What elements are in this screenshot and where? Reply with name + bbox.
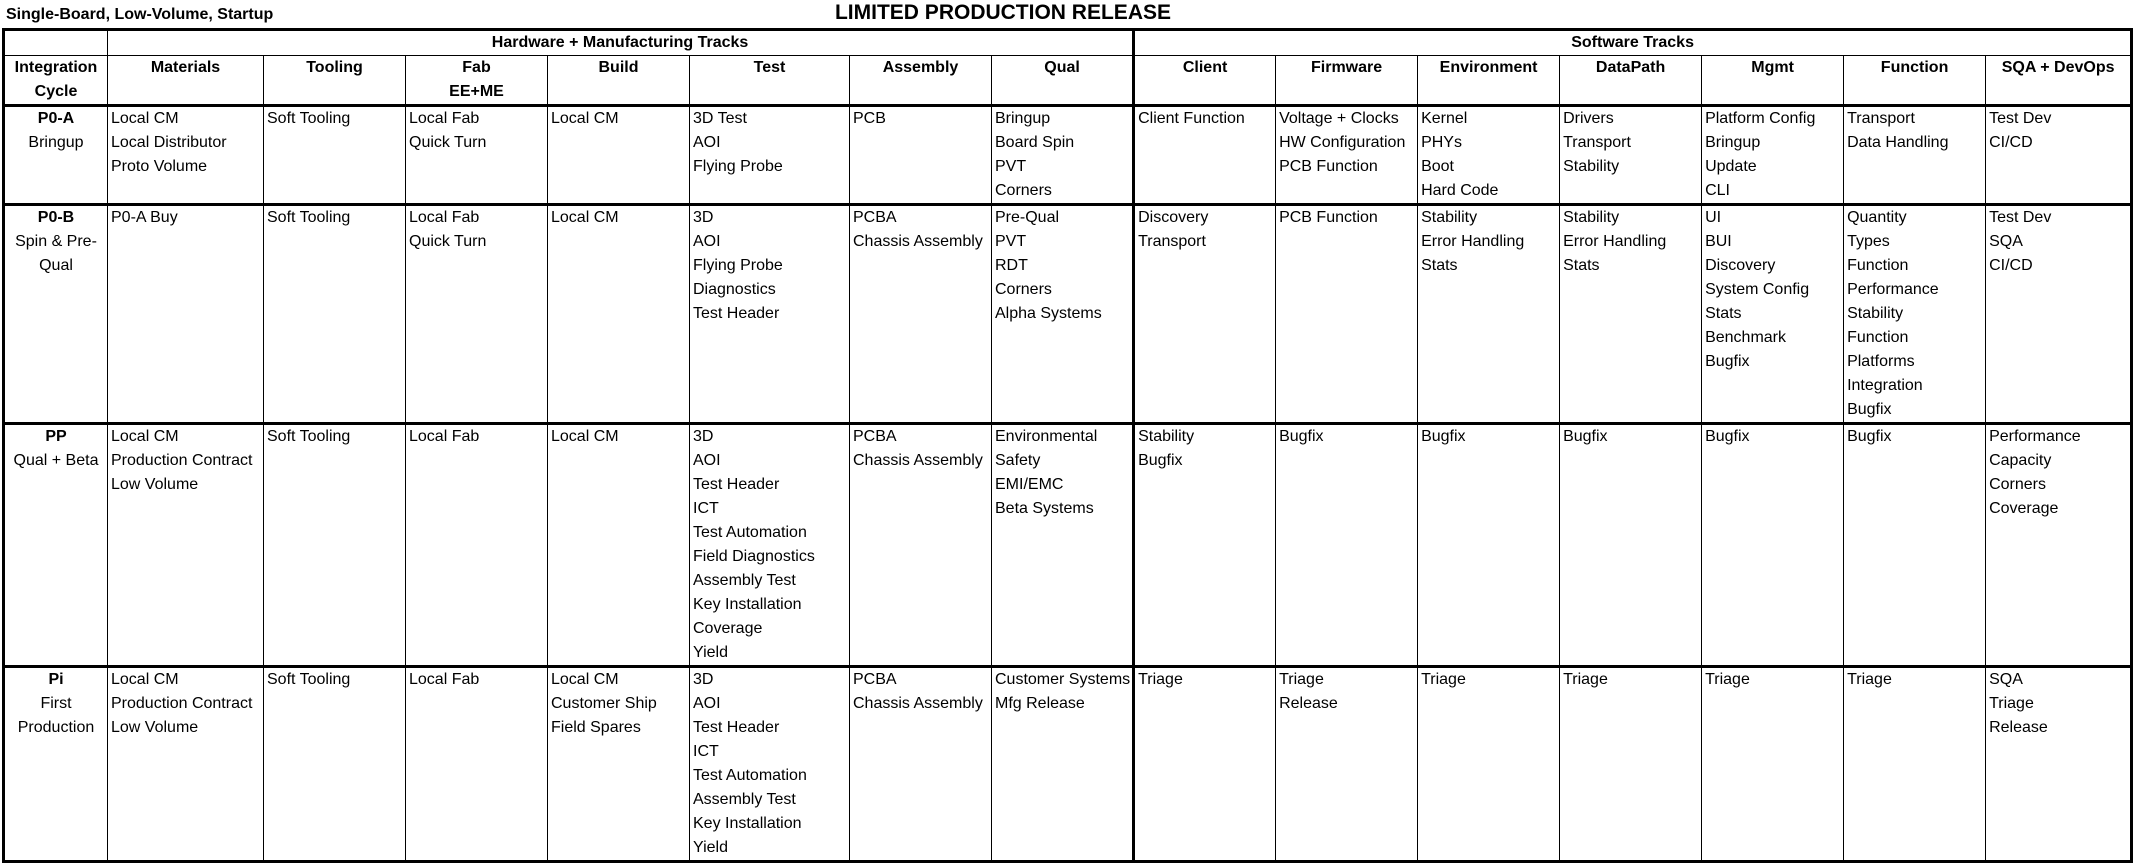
- release-matrix-table: [2, 28, 2133, 863]
- cell-line: Stability: [1138, 428, 1195, 445]
- cell-line: Soft Tooling: [267, 671, 351, 688]
- cell-line: Local Fab: [409, 110, 480, 127]
- cell-line: Quick Turn: [409, 233, 487, 250]
- cell-line: SQA: [1989, 671, 2023, 688]
- cell-datapath: [1560, 106, 1702, 205]
- cell-line: Kernel: [1421, 110, 1468, 127]
- cell-materials: [108, 424, 264, 667]
- cell-test: [690, 205, 850, 424]
- cell-line: Soft Tooling: [267, 110, 351, 127]
- cell-line: Production Contract: [111, 695, 253, 712]
- cell-line: Update: [1705, 158, 1757, 175]
- cell-line: Bugfix: [1847, 401, 1892, 418]
- cell-line: Stats: [1705, 305, 1742, 322]
- cell-line: Bugfix: [1847, 428, 1892, 445]
- cell-line: HW Configuration: [1279, 134, 1406, 151]
- cell-assembly: [850, 205, 992, 424]
- cell-line: Key Installation: [693, 596, 802, 613]
- cell-line: Assembly Test: [693, 572, 796, 589]
- cell-line: Coverage: [693, 620, 763, 637]
- cycle-name: Spin & Pre-Qual: [15, 233, 97, 274]
- cell-line: PVT: [995, 158, 1027, 175]
- cell-line: Bringup: [1705, 134, 1761, 151]
- cell-line: Yield: [693, 644, 728, 661]
- cell-line: Test Header: [693, 719, 780, 736]
- cell-environment: [1418, 205, 1560, 424]
- cell-line: Release: [1989, 719, 2048, 736]
- cell-cycle: [4, 667, 108, 862]
- cell-line: Benchmark: [1705, 329, 1786, 346]
- cell-sqa: [1986, 205, 2132, 424]
- cell-qual: [992, 106, 1134, 205]
- cell-line: Local CM: [111, 671, 179, 688]
- cell-line: Local Fab: [409, 671, 480, 688]
- cell-assembly: [850, 424, 992, 667]
- cell-line: AOI: [693, 233, 721, 250]
- cell-test: [690, 106, 850, 205]
- cell-assembly: [850, 667, 992, 862]
- cell-line: P0-A Buy: [111, 209, 178, 226]
- cell-line: Triage: [1989, 695, 2034, 712]
- col-header-environment: Environment: [1418, 56, 1560, 106]
- col-header-build: Build: [548, 56, 690, 106]
- cell-function: [1844, 667, 1986, 862]
- matrix-body: [4, 106, 2132, 862]
- col-header-tooling: Tooling: [264, 56, 406, 106]
- cell-line: 3D: [693, 209, 714, 226]
- col-header-fab: [406, 56, 548, 106]
- cell-line: Yield: [693, 839, 728, 856]
- cell-line: Integration: [1847, 377, 1923, 394]
- cell-line: Function: [1847, 257, 1909, 274]
- cell-line: 3D Test: [693, 110, 747, 127]
- cycle-code: Pi: [48, 671, 64, 688]
- cell-line: Local CM: [551, 209, 619, 226]
- cell-line: Hard Code: [1421, 182, 1499, 199]
- cell-line: Safety: [995, 452, 1041, 469]
- cell-line: Proto Volume: [111, 158, 208, 175]
- cell-line: CI/CD: [1989, 257, 2033, 274]
- cell-sqa: [1986, 667, 2132, 862]
- cell-line: System Config: [1705, 281, 1810, 298]
- cell-build: [548, 667, 690, 862]
- col-header-cycle: [4, 56, 108, 106]
- cell-line: Beta Systems: [995, 500, 1094, 517]
- col-header-fab-line2: EE+ME: [449, 83, 504, 100]
- cell-line: Local CM: [551, 110, 619, 127]
- cell-qual: [992, 667, 1134, 862]
- cell-line: Field Diagnostics: [693, 548, 815, 565]
- cell-line: Flying Probe: [693, 257, 783, 274]
- cell-line: UI: [1705, 209, 1722, 226]
- cell-line: PCB Function: [1279, 158, 1378, 175]
- cell-line: Platform Config: [1705, 110, 1816, 127]
- cell-line: Coverage: [1989, 500, 2059, 517]
- cell-mgmt: [1702, 424, 1844, 667]
- cell-line: Types: [1847, 233, 1890, 250]
- cell-line: Test Header: [693, 305, 780, 322]
- col-header-sqa: SQA + DevOps: [1986, 56, 2132, 106]
- cell-line: Customer Systems: [995, 671, 1131, 688]
- cell-line: Soft Tooling: [267, 209, 351, 226]
- cell-line: Environmental: [995, 428, 1098, 445]
- cell-qual: [992, 205, 1134, 424]
- cell-line: Low Volume: [111, 719, 199, 736]
- cell-materials: [108, 106, 264, 205]
- cell-line: ICT: [693, 500, 719, 517]
- cell-datapath: [1560, 424, 1702, 667]
- cell-line: PCB Function: [1279, 209, 1378, 226]
- cell-build: [548, 106, 690, 205]
- cell-line: ICT: [693, 743, 719, 760]
- cell-sqa: [1986, 424, 2132, 667]
- cell-line: Field Spares: [551, 719, 641, 736]
- cell-line: Corners: [995, 281, 1052, 298]
- cell-mgmt: [1702, 205, 1844, 424]
- cell-client: [1134, 424, 1276, 667]
- cell-environment: [1418, 106, 1560, 205]
- col-header-fab-line1: Fab: [462, 59, 491, 76]
- cell-function: [1844, 205, 1986, 424]
- cell-line: Bugfix: [1279, 428, 1324, 445]
- cell-line: Soft Tooling: [267, 428, 351, 445]
- cell-line: Quantity: [1847, 209, 1907, 226]
- cell-test: [690, 424, 850, 667]
- cell-line: Pre-Qual: [995, 209, 1060, 226]
- cell-line: CLI: [1705, 182, 1730, 199]
- page-subtitle: Single-Board, Low-Volume, Startup: [6, 6, 274, 23]
- cell-line: Triage: [1421, 671, 1466, 688]
- table-row: [4, 667, 2132, 862]
- cell-line: CI/CD: [1989, 134, 2033, 151]
- cell-tooling: [264, 667, 406, 862]
- cell-firmware: [1276, 205, 1418, 424]
- cell-line: Triage: [1279, 671, 1324, 688]
- col-header-cycle-line1: Integration: [14, 59, 98, 76]
- cell-line: Local Distributor: [111, 134, 227, 151]
- cell-tooling: [264, 424, 406, 667]
- cell-line: Transport: [1563, 134, 1631, 151]
- cell-line: Low Volume: [111, 476, 199, 493]
- cell-cycle: [4, 205, 108, 424]
- cell-line: AOI: [693, 695, 721, 712]
- cell-line: Discovery: [1138, 209, 1209, 226]
- cell-line: Stability: [1847, 305, 1904, 322]
- cell-line: Platforms: [1847, 353, 1915, 370]
- cell-line: Bugfix: [1138, 452, 1183, 469]
- cell-line: PHYs: [1421, 134, 1462, 151]
- cell-line: Discovery: [1705, 257, 1776, 274]
- cell-build: [548, 205, 690, 424]
- cell-datapath: [1560, 667, 1702, 862]
- col-header-test: Test: [690, 56, 850, 106]
- cell-environment: [1418, 667, 1560, 862]
- cell-function: [1844, 106, 1986, 205]
- cell-client: [1134, 106, 1276, 205]
- cell-line: Test Dev: [1989, 209, 2052, 226]
- cell-line: Corners: [1989, 476, 2046, 493]
- cell-line: Test Dev: [1989, 110, 2052, 127]
- cell-line: Client Function: [1138, 110, 1245, 127]
- cell-line: Triage: [1563, 671, 1608, 688]
- cell-line: PCBA: [853, 209, 897, 226]
- cell-fab: [406, 667, 548, 862]
- cell-sqa: [1986, 106, 2132, 205]
- cell-line: EMI/EMC: [995, 476, 1064, 493]
- col-header-firmware: Firmware: [1276, 56, 1418, 106]
- cell-line: SQA: [1989, 233, 2023, 250]
- cycle-code: P0-B: [37, 209, 75, 226]
- cell-line: Triage: [1847, 671, 1892, 688]
- cell-line: Stats: [1421, 257, 1458, 274]
- cell-assembly: [850, 106, 992, 205]
- cell-fab: [406, 424, 548, 667]
- col-header-datapath: DataPath: [1560, 56, 1702, 106]
- cell-line: Stability: [1563, 209, 1620, 226]
- cell-line: Mfg Release: [995, 695, 1085, 712]
- cell-line: Test Automation: [693, 767, 807, 784]
- cell-line: Bugfix: [1705, 353, 1750, 370]
- cell-mgmt: [1702, 667, 1844, 862]
- cell-test: [690, 667, 850, 862]
- cell-line: Bugfix: [1705, 428, 1750, 445]
- cell-line: Data Handling: [1847, 134, 1949, 151]
- cell-line: Voltage + Clocks: [1279, 110, 1399, 127]
- cell-line: Test Header: [693, 476, 780, 493]
- cell-line: Corners: [995, 182, 1052, 199]
- col-header-qual: Qual: [992, 56, 1134, 106]
- cell-qual: [992, 424, 1134, 667]
- cell-line: AOI: [693, 134, 721, 151]
- cell-cycle: [4, 106, 108, 205]
- cell-line: AOI: [693, 452, 721, 469]
- cell-line: RDT: [995, 257, 1028, 274]
- cell-line: Bugfix: [1421, 428, 1466, 445]
- cell-line: Transport: [1138, 233, 1206, 250]
- cell-line: Board Spin: [995, 134, 1075, 151]
- cell-line: PCBA: [853, 671, 897, 688]
- col-header-mgmt: Mgmt: [1702, 56, 1844, 106]
- cell-line: Local CM: [551, 671, 619, 688]
- cell-tooling: [264, 106, 406, 205]
- cell-line: Transport: [1847, 110, 1915, 127]
- cell-line: Flying Probe: [693, 158, 783, 175]
- cell-fab: [406, 106, 548, 205]
- table-row: [4, 424, 2132, 667]
- cell-line: Stability: [1563, 158, 1620, 175]
- cell-line: 3D: [693, 428, 714, 445]
- cell-line: Function: [1847, 329, 1909, 346]
- cell-line: Error Handling: [1563, 233, 1667, 250]
- col-header-assembly: Assembly: [850, 56, 992, 106]
- cell-line: Error Handling: [1421, 233, 1525, 250]
- page-title: LIMITED PRODUCTION RELEASE: [834, 1, 1171, 24]
- cell-firmware: [1276, 106, 1418, 205]
- cell-line: Chassis Assembly: [853, 233, 983, 250]
- cell-line: Boot: [1421, 158, 1454, 175]
- cell-line: Triage: [1138, 671, 1183, 688]
- table-row: [4, 106, 2132, 205]
- group-header-hardware: Hardware + Manufacturing Tracks: [108, 30, 1134, 56]
- cell-line: Bringup: [995, 110, 1051, 127]
- cell-line: Capacity: [1989, 452, 2052, 469]
- cell-line: Drivers: [1563, 110, 1614, 127]
- cell-line: PCB: [853, 110, 886, 127]
- cell-line: Local Fab: [409, 209, 480, 226]
- cell-firmware: [1276, 667, 1418, 862]
- col-header-materials: Materials: [108, 56, 264, 106]
- cell-line: Stability: [1421, 209, 1478, 226]
- cell-materials: [108, 205, 264, 424]
- cell-build: [548, 424, 690, 667]
- group-header-empty: [4, 30, 108, 56]
- cell-client: [1134, 205, 1276, 424]
- cell-line: Chassis Assembly: [853, 695, 983, 712]
- cell-client: [1134, 667, 1276, 862]
- cell-line: Test Automation: [693, 524, 807, 541]
- table-row: [4, 205, 2132, 424]
- cell-line: PVT: [995, 233, 1027, 250]
- cell-firmware: [1276, 424, 1418, 667]
- cell-function: [1844, 424, 1986, 667]
- cell-line: BUI: [1705, 233, 1732, 250]
- cell-materials: [108, 667, 264, 862]
- cell-line: Chassis Assembly: [853, 452, 983, 469]
- cell-cycle: [4, 424, 108, 667]
- cell-line: PCBA: [853, 428, 897, 445]
- cell-line: Local CM: [111, 110, 179, 127]
- cell-line: Diagnostics: [693, 281, 776, 298]
- cell-line: Local Fab: [409, 428, 480, 445]
- cell-tooling: [264, 205, 406, 424]
- group-header-software: Software Tracks: [1134, 30, 2132, 56]
- cell-line: Quick Turn: [409, 134, 487, 151]
- cell-line: Key Installation: [693, 815, 802, 832]
- cell-line: Local CM: [551, 428, 619, 445]
- cycle-code: P0-A: [37, 110, 75, 127]
- cell-line: Production Contract: [111, 452, 253, 469]
- cell-line: Customer Ship: [551, 695, 657, 712]
- cell-fab: [406, 205, 548, 424]
- col-header-function: Function: [1844, 56, 1986, 106]
- col-header-client: Client: [1134, 56, 1276, 106]
- cell-line: Performance: [1989, 428, 2081, 445]
- cell-line: Performance: [1847, 281, 1939, 298]
- cell-datapath: [1560, 205, 1702, 424]
- col-header-cycle-line2: Cycle: [34, 83, 78, 100]
- cell-environment: [1418, 424, 1560, 667]
- cell-line: Bugfix: [1563, 428, 1608, 445]
- cell-mgmt: [1702, 106, 1844, 205]
- cell-line: Local CM: [111, 428, 179, 445]
- cell-line: 3D: [693, 671, 714, 688]
- cell-line: Assembly Test: [693, 791, 796, 808]
- cycle-name: First Production: [17, 695, 95, 736]
- cycle-name: Qual + Beta: [13, 452, 99, 469]
- cell-line: Alpha Systems: [995, 305, 1102, 322]
- cell-line: Triage: [1705, 671, 1750, 688]
- cycle-name: Bringup: [28, 134, 84, 151]
- cycle-code: PP: [45, 428, 67, 445]
- cell-line: Stats: [1563, 257, 1600, 274]
- cell-line: Release: [1279, 695, 1338, 712]
